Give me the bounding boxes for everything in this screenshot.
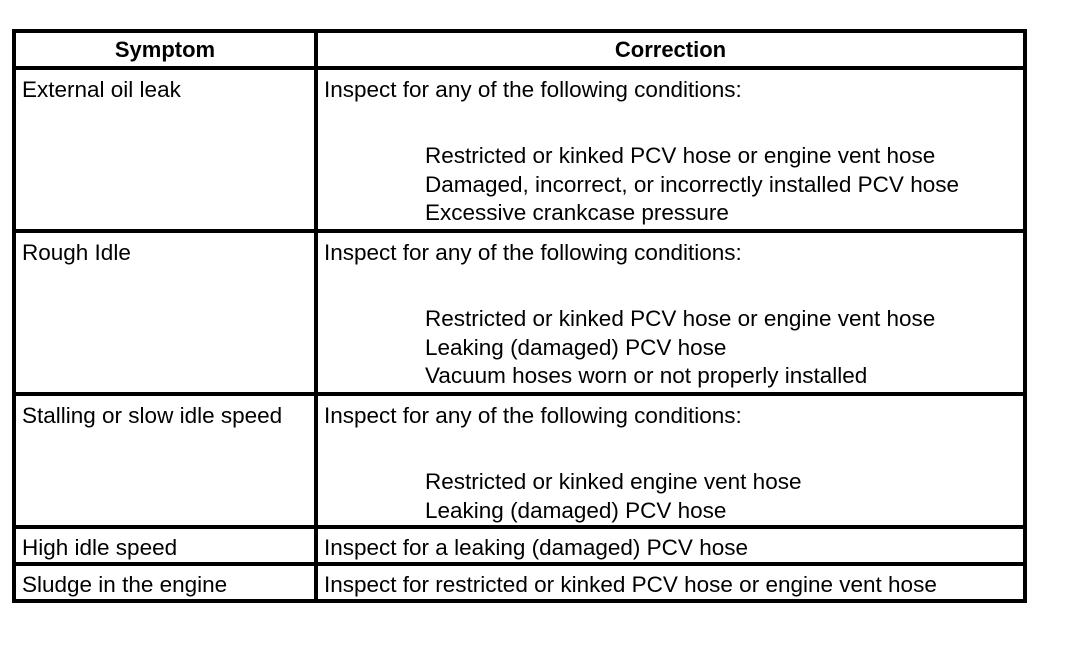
symptom-cell — [14, 394, 316, 527]
symptom-cell — [14, 527, 316, 564]
symptom-text: Sludge in the engine — [22, 572, 228, 597]
symptom-text: External oil leak — [22, 77, 181, 102]
condition-list — [324, 142, 1023, 228]
condition-item: Leaking (damaged) PCV hose — [425, 334, 727, 360]
table-row — [14, 564, 1025, 601]
correction-cell — [316, 394, 1025, 527]
condition-list — [324, 468, 1023, 525]
symptom-cell — [14, 564, 316, 601]
symptom-text: Rough Idle — [22, 240, 131, 265]
condition-item: Restricted or kinked engine vent hose — [425, 469, 802, 494]
table-row — [14, 68, 1025, 231]
correction-intro: Inspect for any of the following conditions: — [324, 240, 742, 265]
condition-item: Damaged, incorrect, or incorrectly installed PCV hose — [425, 171, 959, 197]
table-row — [14, 231, 1025, 394]
diagnosis-table — [12, 29, 1027, 603]
symptom-cell — [14, 68, 316, 231]
symptom-text: Stalling or slow idle speed — [22, 403, 283, 428]
correction-cell — [316, 527, 1025, 564]
condition-item: Vacuum hoses worn or not properly installed — [425, 363, 868, 388]
symptom-column-header: Symptom — [14, 31, 316, 68]
symptom-text: High idle speed — [22, 535, 178, 560]
condition-item: Leaking (damaged) PCV hose — [425, 497, 727, 523]
condition-item: Restricted or kinked PCV hose or engine vent hose — [425, 306, 936, 331]
correction-column-header: Correction — [316, 31, 1025, 68]
correction-intro: Inspect for any of the following conditions: — [324, 77, 742, 102]
table-header-row — [14, 31, 1025, 68]
correction-intro: Inspect for restricted or kinked PCV hose or engine vent hose — [324, 572, 937, 597]
condition-item: Excessive crankcase pressure — [425, 200, 729, 225]
symptom-cell — [14, 231, 316, 394]
condition-item: Restricted or kinked PCV hose or engine vent hose — [425, 143, 936, 168]
correction-cell — [316, 68, 1025, 231]
correction-intro: Inspect for any of the following conditions: — [324, 403, 742, 428]
table-row — [14, 394, 1025, 527]
correction-cell — [316, 564, 1025, 601]
table-row — [14, 527, 1025, 564]
correction-intro: Inspect for a leaking (damaged) PCV hose — [324, 535, 748, 560]
condition-list — [324, 305, 1023, 391]
correction-cell — [316, 231, 1025, 394]
